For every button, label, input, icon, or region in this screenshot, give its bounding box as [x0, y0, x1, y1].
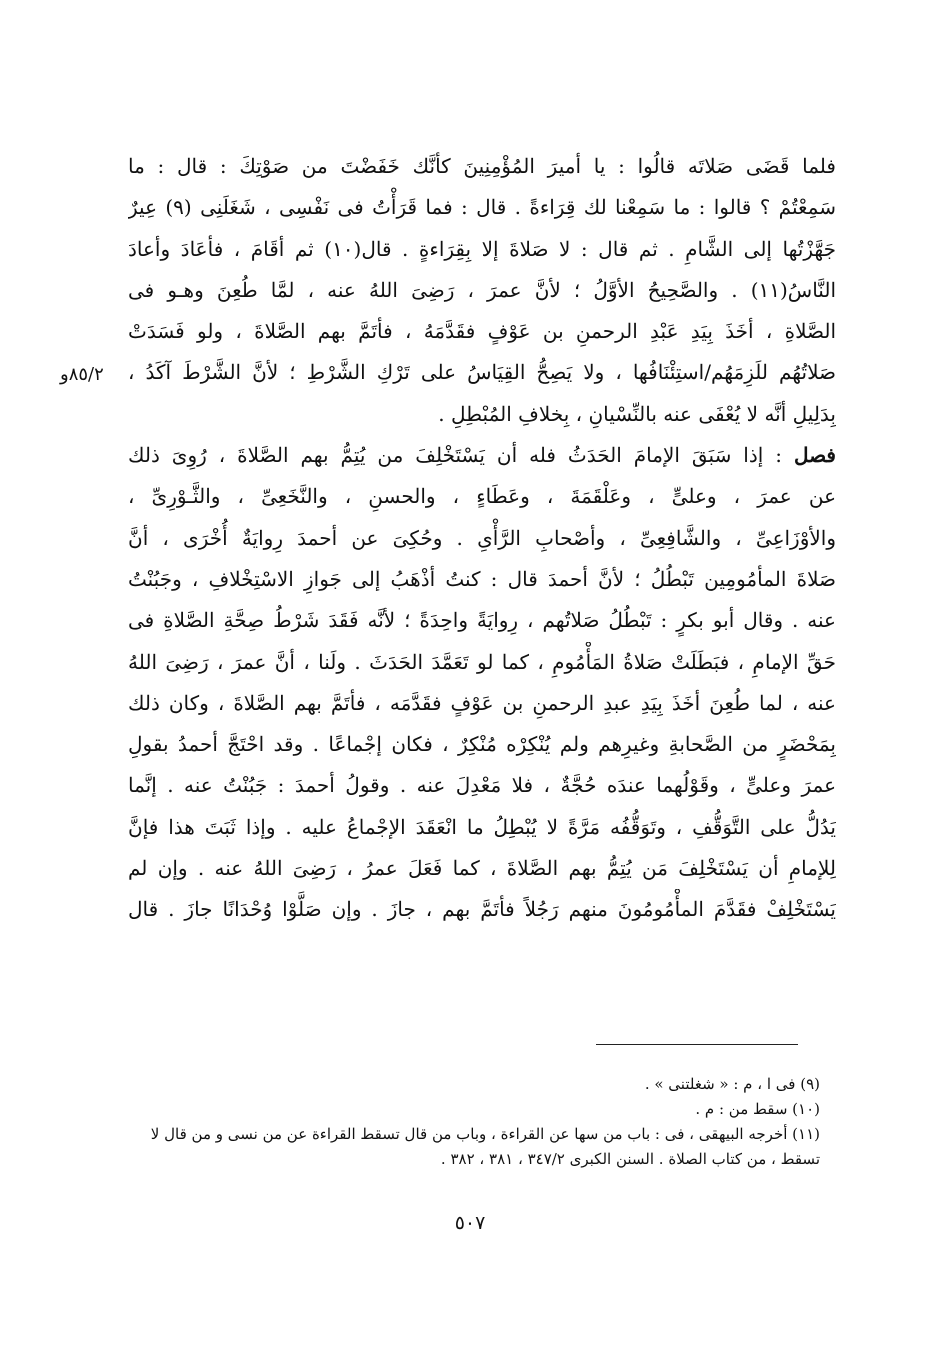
footnote: (١١) أخرجه البيهقى ، فى : باب من سها عن القراءة ، وباب من قال تسقط القراءة عن من نسى و من قال لا: [150, 1125, 820, 1143]
text-line: الصَّلاةِ ، أخَذَ بِيَدِ عَبْدِ الرحمنِ بن عَوْفٍ فقَدَّمَهُ ، فأتَمَّ بهم الصَّلاةَ ، ولو فَسَدَتْ: [128, 319, 836, 344]
text-line: فلما قَضَى صَلاتَه قالُوا : يا أميرَ المُؤْمِنِينَ كأنَّك خَفَضْتَ من صَوْتِكَ : قال : ما: [128, 154, 836, 178]
footnote: (١٠) سقط من : م .: [695, 1100, 820, 1118]
text-line: النَّاسُ(١١) . والصَّحِيحُ الأوَّلُ ؛ لأنَّ عمرَ ، رَضِىَ اللهُ عنه ، لمَّا طُعِنَ وهـو فى: [128, 277, 836, 302]
footnote-divider: [596, 1044, 798, 1045]
text-line: سَمِعْتُمْ ؟ قالوا : ما سَمِعْنا لك قِرَاءةً . قال : فما قَرَأْتُ فى نَفْسِى ، شَغَلَنِى (٩) عِيرٌ: [128, 195, 836, 220]
text-line: عنه . وقال أبو بكرٍ : تَبْطُلُ صَلاتُهم ، رِوايَةً واحِدَةً ؛ لأنَّه فَقَدَ شَرْطُ صِحَّةِ الصَّلاةِ فى: [128, 608, 836, 633]
text-line: عمرَ وعلىٍّ ، وقَوْلُهما عندَه حُجَّةٌ ، فلا مَعْدِلَ عنه . وقولُ أحمدَ : جَبُنْتُ عنه . إنَّما: [128, 773, 836, 798]
footnotes: [120, 1072, 820, 1172]
text-line: حَقِّ الإمامِ ، فبَطَلَتْ صَلاةُ المَأْمُومِ ، كما لو تَعَمَّدَ الحَدَثَ . ولَنا ، أنَّ عمرَ ، رَضِىَ اللهُ: [128, 649, 836, 674]
footnote-continuation: تسقط ، من كتاب الصلاة . السنن الكبرى ٣٤٧/٢ ، ٣٨١ ، ٣٨٢ .: [440, 1150, 820, 1168]
text-line: جَهَّزْتُها إلى الشَّامِ . ثم قال : لا صَلاةَ إلا بِقِرَاءةٍ . قال(١٠) ثم أقَامَ ، فأعَادَ وأعادَ: [128, 236, 836, 261]
text-line: يَدُلُّ على التَّوَقُّفِ ، وتَوَقُّفُه مَرَّةً لا يُبْطِلُ ما انْعَقَدَ الإجْماعُ عليه . وإذا ثَبَتَ هذا فإنَّ: [128, 814, 836, 839]
text-line: بِدَلِيلِ أنَّه لا يُعْفَى عنه بالنِّسْيانِ ، بِخلافِ المُبْطِلِ .: [438, 401, 836, 426]
text-line: يَسْتَخْلِفْ فقَدَّمَ المأْمُومُونَ منهم رَجُلاً فأتَمَّ بهم ، جازَ . وإن صَلَّوْا وُحْدَانًا جازَ . قال: [128, 897, 836, 922]
text-line: عنه ، لما طُعِنَ أخَذَ بِيَدِ عبدِ الرحمنِ بن عَوْفٍ فقَدَّمَه ، فأتَمَّ بهم الصَّلاةَ ، وكان ذلك: [128, 690, 836, 715]
page-number: ٥٠٧: [454, 1212, 486, 1234]
text-line: صَلاةَ المأمُومِين تَبْطُلُ ؛ لأنَّ أحمدَ قال : كنتُ أذْهَبُ إلى جَوازِ الاسْتِخْلافِ ، وجَبُنْتُ: [128, 566, 836, 591]
footnote: (٩) فى ا ، م : « شغلتنى » .: [644, 1075, 820, 1093]
text-line: والأوْزَاعِىِّ ، والشَّافِعِىِّ ، وأصْحابِ الرَّأْىِ . وحُكِىَ عن أحمدَ رِوايَةٌ أُخْرَى ، أنَّ: [128, 525, 836, 550]
manuscript-folio-reference: ٨٥/٢و: [60, 364, 104, 385]
text-line-rest: : إذا سَبَقَ الإمامَ الحَدَثُ فله أن يَسْتَخْلِفَ من يُتِمُّ بهم الصَّلاةَ ، رُوِىَ ذلك: [128, 443, 794, 468]
fasl-line: [128, 435, 836, 476]
main-text: [128, 146, 836, 931]
text-line: صَلاتُهُم للَزِمَهُم/استِئْنَافُها ، ولا يَصِحُّ القِيَاسُ على تَرْكِ الشَّرْطِ ؛ لأنَّ الشَّرْطَ آكَدُ ،: [128, 360, 836, 385]
text-line: لِلإمامِ أن يَسْتَخْلِفَ مَن يُتِمُّ بهم الصَّلاةَ ، كما فَعَلَ عمرُ ، رَضِىَ اللهُ عنه . وإن لم: [128, 856, 836, 881]
text-line: عن عمرَ ، وعلىٍّ ، وعَلْقَمَةَ ، وعَطَاءٍ ، والحسنِ ، والنَّخَعِىِّ ، والثَّـوْرِىِّ ،: [128, 484, 836, 509]
text-line: بِمَحْضَرٍ من الصَّحابةِ وغيرِهم ولم يُنْكِرْه مُنْكِرٌ ، فكان إجْماعًا . وقد احْتَجَّ أحمدُ بقولِ: [128, 732, 836, 757]
section-heading-word: فصل: [793, 443, 836, 468]
